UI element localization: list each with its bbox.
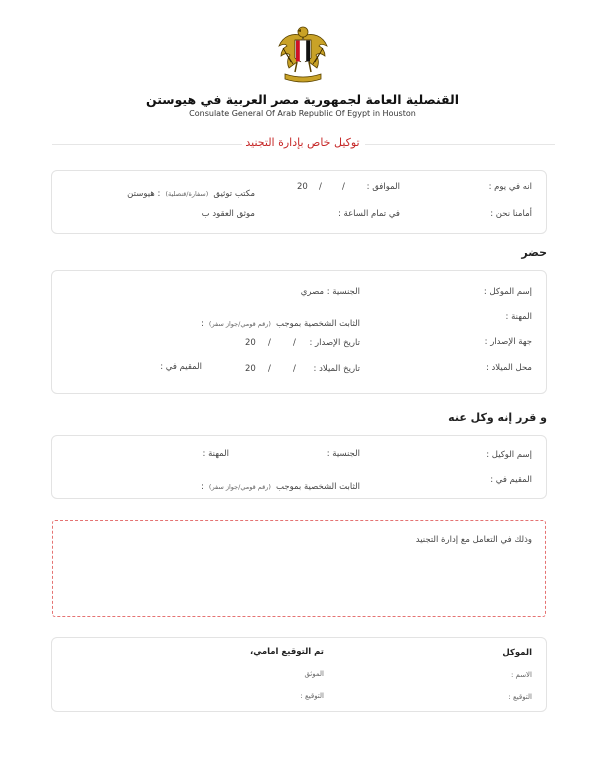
date-separator: / xyxy=(293,338,296,348)
principal-id-line xyxy=(201,311,360,330)
signed-before-me-text: تم التوقيع امامي، xyxy=(250,647,324,657)
principal-id-label: الثابت الشخصية بموجب xyxy=(275,319,360,329)
document-title: توكيل خاص بإدارة التجنيد xyxy=(245,136,360,149)
egypt-eagle-emblem-icon xyxy=(277,22,329,86)
office-note: (سفارة/قنصلية) xyxy=(165,190,209,198)
intro-card xyxy=(51,170,547,234)
agent-id-line xyxy=(201,474,360,493)
issuer-label: جهة الإصدار : xyxy=(484,337,532,347)
birth-place-label: محل الميلاد : xyxy=(485,363,532,373)
agent-nationality-label: الجنسية : xyxy=(326,449,360,459)
office-label: مكتب توثيق xyxy=(213,189,255,199)
notary-label: موثق العقود ب xyxy=(201,209,255,219)
principal-name-label: إسم الموكل : xyxy=(483,287,532,297)
agent-name-label: إسم الوكيل : xyxy=(486,450,532,460)
principal-resident-label: المقيم في : xyxy=(160,362,202,372)
consulate-name-english: Consulate General Of Arab Republic Of Egypt in Houston xyxy=(189,109,416,118)
principal-profession-label: المهنة : xyxy=(505,312,532,322)
date-century: 20 xyxy=(245,338,256,348)
date-century: 20 xyxy=(245,364,256,374)
agent-id-colon: : xyxy=(200,482,204,492)
date-separator: / xyxy=(342,182,345,192)
date-separator: / xyxy=(293,364,296,374)
agent-id-label: الثابت الشخصية بموجب xyxy=(275,482,360,492)
consulate-name-arabic: القنصلية العامة لجمهورية مصر العربية في هيوستن xyxy=(145,92,460,107)
before-us-label: أمامنا نحن : xyxy=(490,209,532,219)
office-value: : هيوستن xyxy=(127,189,161,199)
principal-signature-label: التوقيع : xyxy=(508,693,532,701)
principal-signature-heading: الموكل xyxy=(502,648,532,658)
agent-resident-label: المقيم في : xyxy=(490,475,532,485)
principal-id-colon: : xyxy=(200,319,204,329)
corresponding-date-label: الموافق : xyxy=(366,182,400,192)
time-label: في تمام الساعة : xyxy=(337,209,400,219)
agent-profession-label: المهنة : xyxy=(202,449,229,459)
agent-id-note: (رقم قومي/جواز سفر) xyxy=(208,483,271,491)
agent-heading: و قرر إنه وكل عنه xyxy=(448,411,547,424)
principal-nationality: الجنسية : مصري xyxy=(300,287,360,297)
purpose-text: وذلك في التعامل مع إدارة التجنيد xyxy=(415,535,532,545)
issue-date-label: تاريخ الإصدار : xyxy=(309,338,360,348)
date-separator: / xyxy=(268,338,271,348)
birth-date-label: تاريخ الميلاد : xyxy=(313,364,360,374)
principal-card xyxy=(51,270,547,394)
name-label: الاسم : xyxy=(510,671,532,679)
date-separator: / xyxy=(268,364,271,374)
day-label: انه في يوم : xyxy=(488,182,532,192)
principal-id-note: (رقم قومي/جواز سفر) xyxy=(208,320,271,328)
notary-signature-field-label: التوقيع : xyxy=(300,692,324,700)
date-separator: / xyxy=(319,182,322,192)
attended-heading: حضر xyxy=(521,246,547,259)
date-century: 20 xyxy=(297,182,308,192)
notary-signature-label: الموثق xyxy=(304,670,324,678)
office-line xyxy=(127,181,255,200)
